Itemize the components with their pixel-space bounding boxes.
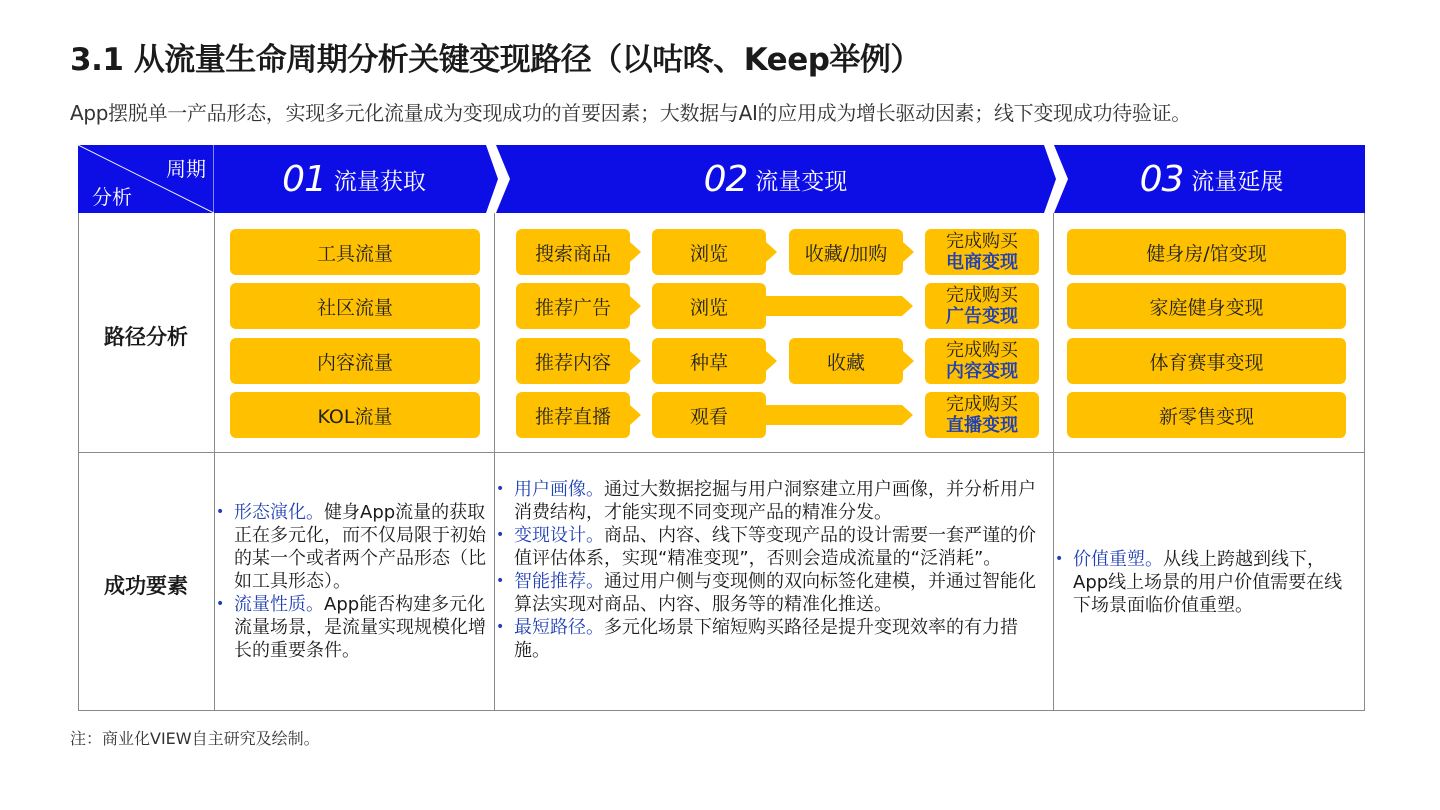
grid-line — [78, 710, 1365, 711]
stage-number: 03 — [1139, 158, 1184, 200]
path-step: 浏览 — [652, 229, 766, 275]
success-keyword: 用户画像。 — [514, 479, 604, 500]
path-result — [925, 283, 1039, 329]
arrow-right-icon — [903, 351, 914, 371]
success-keyword: 智能推荐。 — [514, 571, 604, 592]
success-keyword: 流量性质。 — [234, 594, 324, 615]
result-type: 广告变现 — [946, 306, 1018, 327]
success-item — [494, 570, 1046, 616]
long-arrow-bar — [766, 405, 902, 425]
path-result — [925, 229, 1039, 275]
path-result — [925, 338, 1039, 384]
success-text: 健身App流量的获取正在多元化，而不仅局限于初始的某一个或者两个产品形态（比如工具形态）。 — [234, 502, 486, 592]
success-item — [494, 524, 1046, 570]
page-title: 3.1 从流量生命周期分析关键变现路径（以咕咚、Keep举例） — [70, 42, 921, 78]
bullet-icon: • — [496, 619, 505, 635]
success-text: 商品、内容、线下等变现产品的设计需要一套严谨的价值评估体系，实现“精准变现”，否则会造成流量的“泛消耗”。 — [514, 525, 1036, 569]
long-arrow-bar — [766, 296, 902, 316]
grid-line — [1364, 213, 1365, 711]
success-item — [494, 616, 1046, 662]
path-step: 观看 — [652, 392, 766, 438]
grid-line — [78, 213, 79, 711]
success-text: App能否构建多元化流量场景，是流量实现规模化增长的重要条件。 — [234, 594, 486, 661]
success-keyword: 价值重塑。 — [1073, 549, 1163, 570]
stage-number: 02 — [703, 158, 748, 200]
arrow-right-icon — [902, 405, 913, 425]
success-text: 通过大数据挖掘与用户洞察建立用户画像，并分析用户消费结构，才能实现不同变现产品的精准分发。 — [514, 479, 1036, 523]
bullet-icon: • — [496, 527, 505, 543]
bullet-icon: • — [216, 596, 225, 612]
extension-item: 家庭健身变现 — [1067, 283, 1346, 329]
row-label-path: 路径分析 — [104, 325, 188, 349]
success-column-monetization — [494, 478, 1046, 662]
analysis-table — [78, 145, 1365, 711]
acquisition-item: 内容流量 — [230, 338, 480, 384]
corner-label-analysis: 分析 — [92, 185, 132, 209]
success-item — [1053, 548, 1353, 617]
success-keyword: 最短路径。 — [514, 617, 604, 638]
grid-line — [78, 452, 1365, 453]
path-step: 收藏/加购 — [789, 229, 903, 275]
stage-label: 流量延展 — [1191, 168, 1284, 195]
bullet-icon: • — [1055, 551, 1064, 567]
result-label: 完成购买 — [946, 340, 1018, 361]
path-step: 搜索商品 — [516, 229, 630, 275]
success-item — [494, 478, 1046, 524]
stage-label: 流量获取 — [333, 168, 426, 195]
success-text: 多元化场景下缩短购买路径是提升变现效率的有力措施。 — [514, 617, 1018, 661]
extension-item: 体育赛事变现 — [1067, 338, 1346, 384]
row-label-success: 成功要素 — [104, 574, 188, 598]
result-label: 完成购买 — [946, 231, 1018, 252]
arrow-right-icon — [630, 351, 641, 371]
result-label: 完成购买 — [946, 285, 1018, 306]
page-subtitle: App摆脱单一产品形态，实现多元化流量成为变现成功的首要因素；大数据与AI的应用成为增长驱动因素；线下变现成功待验证。 — [70, 101, 1191, 125]
grid-line — [1053, 213, 1054, 711]
path-result — [925, 392, 1039, 438]
success-keyword: 变现设计。 — [514, 525, 604, 546]
acquisition-item: 社区流量 — [230, 283, 480, 329]
extension-item: 新零售变现 — [1067, 392, 1346, 438]
success-column-extension — [1053, 548, 1353, 617]
stage-header-extension — [1058, 145, 1365, 213]
arrow-right-icon — [630, 242, 641, 262]
acquisition-item: 工具流量 — [230, 229, 480, 275]
stage-header-monetization — [498, 145, 1053, 213]
arrow-right-icon — [630, 405, 641, 425]
success-text: 从线上跨越到线下，App线上场景的用户价值需要在线下场景面临价值重塑。 — [1073, 549, 1343, 616]
path-step: 推荐广告 — [516, 283, 630, 329]
arrow-right-icon — [902, 296, 913, 316]
arrow-right-icon — [766, 242, 777, 262]
success-column-acquisition — [214, 501, 490, 662]
path-step: 收藏 — [789, 338, 903, 384]
bullet-icon: • — [496, 573, 505, 589]
result-label: 完成购买 — [946, 394, 1018, 415]
path-step: 种草 — [652, 338, 766, 384]
bullet-icon: • — [496, 481, 505, 497]
success-text: 通过用户侧与变现侧的双向标签化建模，并通过智能化算法实现对商品、内容、服务等的精准化推送。 — [514, 571, 1036, 615]
stage-number: 01 — [282, 158, 326, 200]
stage-header-acquisition — [214, 145, 494, 213]
path-step: 浏览 — [652, 283, 766, 329]
success-item — [214, 501, 490, 593]
acquisition-item: KOL流量 — [230, 392, 480, 438]
success-keyword: 形态演化。 — [234, 502, 324, 523]
result-type: 电商变现 — [946, 252, 1018, 273]
path-step: 推荐直播 — [516, 392, 630, 438]
result-type: 内容变现 — [946, 361, 1018, 382]
success-item — [214, 593, 490, 662]
bullet-icon: • — [216, 504, 225, 520]
path-step: 推荐内容 — [516, 338, 630, 384]
footnote: 注：商业化VIEW自主研究及绘制。 — [70, 729, 320, 748]
arrow-right-icon — [766, 351, 777, 371]
stage-label: 流量变现 — [755, 168, 848, 195]
arrow-right-icon — [903, 242, 914, 262]
corner-label-period: 周期 — [166, 157, 206, 181]
extension-item: 健身房/馆变现 — [1067, 229, 1346, 275]
arrow-right-icon — [630, 296, 641, 316]
result-type: 直播变现 — [946, 415, 1018, 436]
